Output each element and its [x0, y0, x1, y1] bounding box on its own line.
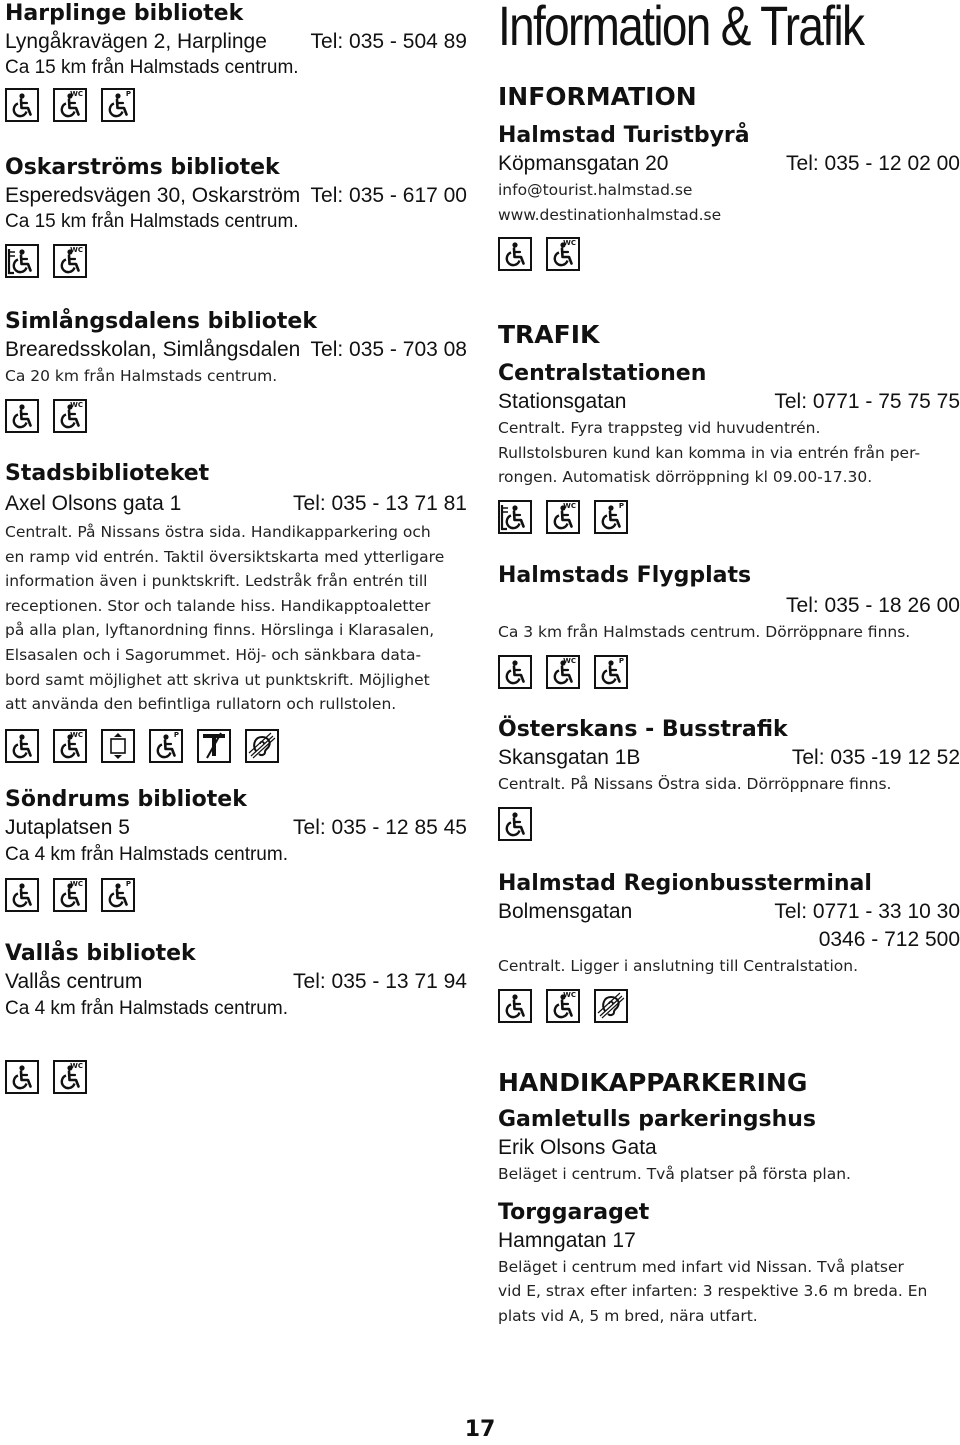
airport-name: Halmstads Flygplats — [498, 563, 752, 588]
regional-bus-terminal — [498, 870, 960, 1023]
address: Stationsgatan — [498, 390, 627, 413]
description-line: en ramp vid entrén. Taktil översiktskarta med ytterligare — [5, 547, 445, 566]
address: Bolmensgatan — [498, 900, 633, 923]
description-line: information även i punktskrift. Ledstråk från entrén till — [5, 572, 428, 591]
phone: Tel: 035 - 12 85 45 — [293, 816, 467, 839]
description-line: Rullstolsburen kund kan komma in via entrén från per- — [498, 443, 921, 462]
garage-name: Torggaraget — [498, 1199, 650, 1225]
terminal-name: Halmstad Regionbussterminal — [498, 871, 872, 896]
distance-note: Ca 4 km från Halmstads centrum. — [5, 998, 288, 1019]
description-line: Centralt. På Nissans östra sida. Handikapparkering och — [5, 523, 431, 541]
bus-name: Österskans - Busstrafik — [498, 717, 788, 742]
wheelchair-icon — [498, 989, 532, 1023]
information-section — [498, 82, 960, 271]
wc-icon: WC — [53, 399, 87, 433]
library-stadsbiblioteket — [5, 460, 467, 763]
phone: Tel: 035 - 617 00 — [310, 184, 467, 207]
email-link[interactable]: info@tourist.halmstad.se — [498, 181, 693, 199]
wc-icon: WC — [546, 237, 580, 271]
address: Köpmansgatan 20 — [498, 152, 669, 175]
hearing-loop-icon — [594, 989, 628, 1023]
text-telephone-icon — [197, 729, 231, 763]
note: Centralt. På Nissans Östra sida. Dörröppnare finns. — [498, 775, 892, 793]
address: Jutaplatsen 5 — [5, 816, 130, 839]
parking-icon: P — [149, 729, 183, 763]
address-row — [5, 814, 467, 842]
page-title-block — [498, 0, 960, 56]
phone: Tel: 0771 - 75 75 75 — [774, 390, 960, 413]
address-row — [498, 898, 960, 926]
phone2-row — [498, 926, 960, 954]
address-row — [5, 968, 467, 996]
wheelchair-icon — [498, 237, 532, 271]
address: Erik Olsons Gata — [498, 1136, 657, 1159]
distance-note: Ca 3 km från Halmstads centrum. Dörröppnare finns. — [498, 623, 911, 641]
wc-icon: WC — [546, 500, 580, 534]
address: Vallås centrum — [5, 970, 143, 993]
phone: Tel: 0771 - 33 10 30 — [774, 900, 960, 923]
wc-icon: WC — [53, 88, 87, 122]
garage-name: Gamletulls parkeringshus — [498, 1107, 817, 1132]
phone: Tel: 035 - 703 08 — [310, 338, 467, 361]
distance-note: Ca 15 km från Halmstads centrum. — [5, 211, 299, 232]
tourist-office-name: Halmstad Turistbyrå — [498, 123, 750, 148]
library-oskarstrom — [5, 154, 467, 278]
address: Skansgatan 1B — [498, 746, 641, 769]
wheelchair-icon — [498, 807, 532, 841]
access-icons — [498, 237, 960, 271]
ramp-icon — [5, 244, 39, 278]
access-icons — [5, 878, 467, 912]
description-line: plats vid A, 5 m bred, nära utfart. — [498, 1306, 758, 1325]
phone: Tel: 035 - 18 26 00 — [786, 594, 960, 617]
library-name: Stadsbiblioteket — [5, 461, 210, 486]
address: Esperedsvägen 30, Oskarström — [5, 184, 301, 207]
distance-note: Ca 20 km från Halmstads centrum. — [5, 367, 278, 385]
access-icons — [5, 1060, 467, 1094]
address-row — [5, 28, 467, 56]
wheelchair-icon — [5, 729, 39, 763]
address: Axel Olsons gata 1 — [5, 492, 182, 515]
library-name: Söndrums bibliotek — [5, 787, 247, 812]
description-line: vid E, strax efter infarten: 3 respektive 3.6 m breda. En — [498, 1282, 928, 1301]
address: Lyngåkravägen 2, Harplinge — [5, 30, 267, 53]
address-row — [5, 490, 467, 518]
wc-icon: WC — [53, 729, 87, 763]
library-harplinge — [5, 0, 467, 122]
note: Beläget i centrum. Två platser på första plan. — [498, 1165, 851, 1183]
access-icons — [498, 989, 960, 1023]
phone: Tel: 035 - 13 71 94 — [293, 970, 467, 993]
address-row — [498, 388, 960, 416]
description-line: Elsasalen och i Sagorummet. Höj- och sänkbara data- — [5, 645, 422, 664]
wc-icon: WC — [546, 989, 580, 1023]
description-line: att använda den befintliga rullatorn och rullstolen. — [5, 695, 397, 714]
parking-icon: P — [101, 878, 135, 912]
description-line: receptionen. Stor och talande hiss. Handikapptoaletter — [5, 596, 431, 615]
address-row — [498, 150, 960, 178]
phone2: 0346 - 712 500 — [818, 928, 960, 951]
wc-icon: WC — [53, 244, 87, 278]
wc-icon: WC — [53, 878, 87, 912]
phone: Tel: 035 - 13 71 81 — [293, 492, 467, 515]
section-heading: INFORMATION — [498, 82, 697, 111]
address: Hamngatan 17 — [498, 1228, 636, 1252]
library-sondrum — [5, 786, 467, 912]
distance-note: Ca 15 km från Halmstads centrum. — [5, 57, 299, 78]
access-icons — [498, 655, 960, 689]
address: Brearedsskolan, Simlångsdalen — [5, 338, 301, 361]
wc-icon: WC — [53, 1060, 87, 1094]
access-icons — [5, 88, 467, 122]
phone: Tel: 035 - 12 02 00 — [786, 152, 960, 175]
station-name: Centralstationen — [498, 361, 707, 386]
lift-icon — [101, 729, 135, 763]
section-heading: HANDIKAPPARKERING — [498, 1068, 808, 1097]
address-row — [5, 336, 467, 364]
phone-row — [498, 592, 960, 620]
library-name: Vallås bibliotek — [5, 941, 196, 966]
description-line: Centralt. Fyra trappsteg vid huvudentrén. — [498, 419, 821, 437]
page-number: 17 — [464, 1417, 496, 1442]
description — [5, 520, 467, 717]
note: Centralt. Ligger i anslutning till Centralstation. — [498, 957, 859, 975]
description-line: Beläget i centrum med infart vid Nissan. Två platser — [498, 1257, 904, 1276]
description-line: på alla plan, lyftanordning finns. Hörslinga i Klarasalen, — [5, 621, 435, 640]
parking-icon: P — [594, 500, 628, 534]
bus-osterskans — [498, 716, 960, 841]
description-line: rongen. Automatisk dörröppning kl 09.00-17.30. — [498, 468, 873, 487]
trafik-section — [498, 320, 960, 534]
website-link[interactable]: www.destinationhalmstad.se — [498, 205, 722, 224]
access-icons — [5, 729, 467, 763]
library-simlangsdalen — [5, 308, 467, 433]
parking-icon: P — [101, 88, 135, 122]
address-row — [5, 182, 467, 210]
wheelchair-icon — [5, 399, 39, 433]
wc-icon: WC — [546, 655, 580, 689]
library-name: Simlångsdalens bibliotek — [5, 309, 317, 334]
access-icons — [498, 807, 960, 841]
ramp-icon — [498, 500, 532, 534]
wheelchair-icon — [5, 878, 39, 912]
library-name: Harplinge bibliotek — [5, 1, 244, 26]
page-title: Information & Trafik — [498, 0, 864, 57]
parking-section — [498, 1068, 960, 1328]
parking-icon: P — [594, 655, 628, 689]
description-line: bord samt möjlighet att skriva ut punktskrift. Möjlighet — [5, 670, 430, 689]
access-icons — [498, 500, 960, 534]
access-icons — [5, 399, 467, 433]
section-heading: TRAFIK — [498, 320, 600, 349]
address-row — [498, 744, 960, 772]
wheelchair-icon — [498, 655, 532, 689]
access-icons — [5, 244, 467, 278]
distance-note: Ca 4 km från Halmstads centrum. — [5, 844, 288, 865]
phone: Tel: 035 -19 12 52 — [791, 746, 960, 769]
hearing-loop-icon — [245, 729, 279, 763]
airport — [498, 562, 960, 689]
library-vallas — [5, 940, 467, 1094]
wheelchair-icon — [5, 88, 39, 122]
phone: Tel: 035 - 504 89 — [310, 30, 467, 53]
wheelchair-icon — [5, 1060, 39, 1094]
library-name: Oskarströms bibliotek — [5, 155, 280, 180]
